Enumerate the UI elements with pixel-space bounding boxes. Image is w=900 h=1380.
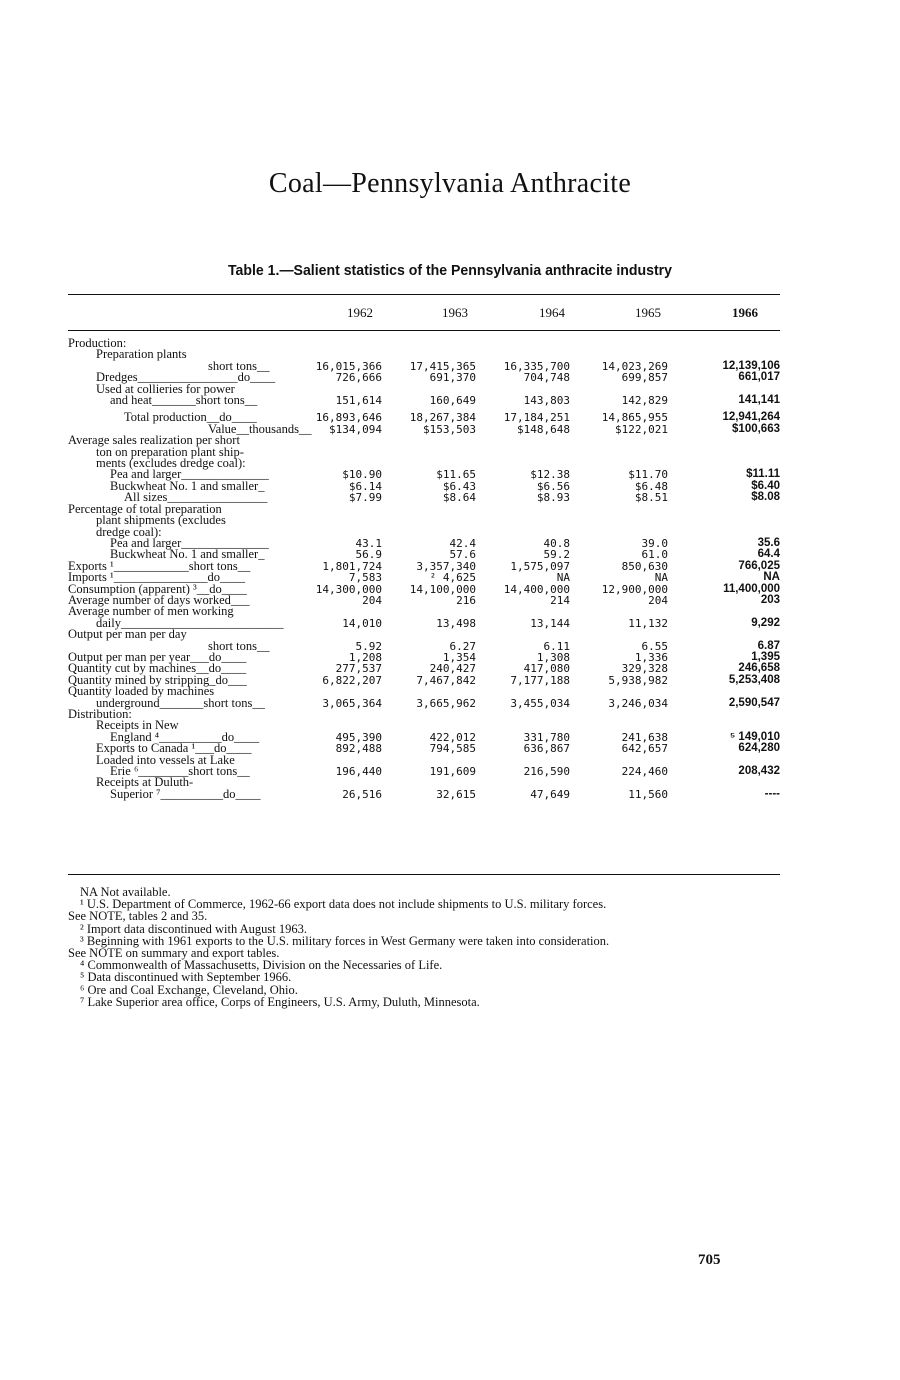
- row-label: Superior ⁷__________do____: [110, 786, 261, 801]
- cell-1964: [488, 686, 584, 697]
- cell-1966: $11.11: [746, 468, 780, 481]
- cell-1963: $153,503: [423, 422, 476, 436]
- row-label: and heat_______short tons__: [110, 393, 258, 408]
- cell-1962: $6.14: [348, 479, 382, 493]
- row-label: Average number of days worked___: [68, 592, 250, 607]
- row-label: Output per man per day: [68, 627, 187, 642]
- cell-1962: 26,516: [342, 787, 382, 801]
- cell-1964: [488, 515, 584, 526]
- footnote: ⁶ Ore and Coal Exchange, Cleveland, Ohio.: [80, 982, 298, 997]
- cell-1966: 6.87: [757, 639, 780, 652]
- cell-1966: 203: [760, 593, 780, 606]
- footnote: ² Import data discontinued with August 1963.: [80, 921, 307, 936]
- table-row: [68, 698, 780, 709]
- cell-1963: 3,665,962: [416, 696, 476, 710]
- cell-1964: 6.11: [543, 639, 570, 653]
- cell-1962: $10.90: [342, 468, 382, 482]
- cell-1965: 39.0: [641, 536, 668, 550]
- cell-1966: 11,400,000: [723, 582, 780, 595]
- row-label: ton on preparation plant ship-: [96, 444, 244, 459]
- row-label: Buckwheat No. 1 and smaller_: [110, 547, 265, 562]
- row-label: Total production__do____: [124, 410, 257, 425]
- row-label: Receipts at Duluth-: [96, 775, 194, 790]
- cell-1964: 636,867: [523, 742, 570, 756]
- table-header-rule: [68, 330, 780, 331]
- cell-1965: $11.70: [628, 468, 668, 482]
- cell-1965: 224,460: [621, 765, 668, 779]
- cell-1966: [682, 504, 780, 515]
- cell-1966: 12,941,264: [722, 411, 780, 424]
- cell-1963: 42.4: [449, 536, 476, 550]
- row-label: Preparation plants: [96, 347, 187, 362]
- row-label: Loaded into vessels at Lake: [96, 752, 235, 767]
- cell-1962: 16,015,366: [315, 359, 382, 373]
- cell-1962: 5.92: [355, 639, 382, 653]
- row-label: Output per man per year___do____: [68, 649, 247, 664]
- cell-1963: 32,615: [436, 787, 476, 801]
- cell-1963: [392, 686, 488, 697]
- cell-1966: 141,141: [738, 394, 780, 407]
- cell-1962: 1,208: [348, 650, 382, 664]
- cell-1965: 11,132: [628, 616, 668, 630]
- cell-1964: 16,335,700: [503, 359, 570, 373]
- cell-1966: [682, 629, 780, 640]
- cell-1962: 196,440: [335, 765, 382, 779]
- cell-1964: [488, 338, 584, 349]
- footnote: ⁵ Data discontinued with September 1966.: [80, 970, 292, 985]
- cell-1965: [584, 515, 682, 526]
- salient-statistics-table: [68, 338, 780, 800]
- cell-1965: 14,865,955: [601, 411, 668, 425]
- column-header-1962: 1962: [347, 305, 373, 320]
- row-label: Pea and larger______________: [110, 467, 269, 482]
- cell-1965: [584, 504, 682, 515]
- cell-1963: [392, 709, 488, 720]
- row-label: daily__________________________: [96, 615, 284, 630]
- row-label: All sizes________________: [124, 490, 268, 505]
- cell-1962: 1,801,724: [322, 559, 382, 573]
- row-label: Buckwheat No. 1 and smaller_: [110, 478, 265, 493]
- cell-1962: 56.9: [355, 548, 382, 562]
- cell-1964: 7,177,188: [510, 673, 570, 687]
- cell-1963: 14,100,000: [409, 582, 476, 596]
- cell-1964: [488, 447, 584, 458]
- cell-1966: [682, 515, 780, 526]
- cell-1965: 329,328: [621, 662, 668, 676]
- cell-1963: 794,585: [429, 742, 476, 756]
- row-label: dredge coal):: [96, 524, 162, 539]
- cell-1966: 5,253,408: [728, 673, 780, 686]
- cell-1962: 6,822,207: [322, 673, 382, 687]
- cell-1964: $12.38: [530, 468, 570, 482]
- cell-1962: 43.1: [355, 536, 382, 550]
- cell-1964: 14,400,000: [503, 582, 570, 596]
- cell-1965: 699,857: [621, 371, 668, 385]
- cell-1965: 204: [648, 593, 668, 607]
- cell-1964: $6.56: [536, 479, 570, 493]
- cell-1964: 47,649: [530, 787, 570, 801]
- cell-1966: [682, 435, 780, 446]
- column-header-1966: 1966: [732, 305, 758, 320]
- cell-1966: 12,139,106: [722, 359, 780, 372]
- cell-1966: ----: [764, 787, 780, 800]
- cell-1966: 35.6: [757, 536, 780, 549]
- cell-1963: 1,354: [442, 650, 476, 664]
- footnote: ¹ U.S. Department of Commerce, 1962-66 export data does not include shipments to U.S. military forces.: [80, 897, 607, 912]
- cell-1962: 151,614: [335, 394, 382, 408]
- cell-1965: 241,638: [621, 730, 668, 744]
- cell-1962: 892,488: [335, 742, 382, 756]
- cell-1964: NA: [556, 571, 570, 585]
- cell-1964: [488, 435, 584, 446]
- cell-1966: $6.40: [751, 479, 780, 492]
- cell-1962: [296, 447, 392, 458]
- row-label: Average sales realization per short: [68, 433, 240, 448]
- cell-1962: [296, 629, 392, 640]
- cell-1963: 18,267,384: [409, 411, 476, 425]
- table-row: [68, 395, 780, 406]
- cell-1966: 2,590,547: [728, 696, 780, 709]
- cell-1962: [296, 515, 392, 526]
- row-label: Pea and larger______________: [110, 535, 269, 550]
- row-label: Distribution:: [68, 707, 132, 721]
- cell-1964: [488, 629, 584, 640]
- table-bottom-rule: [68, 874, 780, 875]
- cell-1965: [584, 686, 682, 697]
- cell-1964: 143,803: [523, 394, 570, 408]
- cell-1962: 14,300,000: [315, 582, 382, 596]
- cell-1965: 3,246,034: [608, 696, 668, 710]
- cell-1962: [296, 504, 392, 515]
- column-header-1965: 1965: [635, 305, 661, 320]
- cell-1963: 691,370: [429, 371, 476, 385]
- cell-1963: 17,415,365: [409, 359, 476, 373]
- row-label: ments (excludes dredge coal):: [96, 456, 246, 471]
- cell-1965: $6.48: [634, 479, 668, 493]
- table-row: [68, 789, 780, 800]
- cell-1966: $8.08: [751, 491, 780, 504]
- cell-1964: 13,144: [530, 616, 570, 630]
- row-label: Receipts in New: [96, 718, 179, 733]
- cell-1964: 704,748: [523, 371, 570, 385]
- cell-1966: 766,025: [738, 559, 780, 572]
- cell-1966: 208,432: [738, 765, 780, 778]
- cell-1964: 40.8: [543, 536, 570, 550]
- cell-1966: 9,292: [751, 616, 780, 629]
- cell-1965: 642,657: [621, 742, 668, 756]
- cell-1965: [584, 435, 682, 446]
- cell-1963: [392, 515, 488, 526]
- row-label: Dredges________________do____: [96, 370, 276, 385]
- cell-1964: 1,575,097: [510, 559, 570, 573]
- footnote: ³ Beginning with 1961 exports to the U.S. military forces in West Germany were taken into consideration.: [80, 933, 610, 948]
- cell-1965: [584, 447, 682, 458]
- cell-1965: 61.0: [641, 548, 668, 562]
- cell-1965: 11,560: [628, 787, 668, 801]
- cell-1965: 5,938,982: [608, 673, 668, 687]
- cell-1962: 204: [362, 593, 382, 607]
- row-label: Average number of men working: [68, 604, 234, 619]
- footnote: NA Not available.: [80, 885, 171, 899]
- cell-1964: $148,648: [517, 422, 570, 436]
- cell-1964: 417,080: [523, 662, 570, 676]
- cell-1962: 3,065,364: [322, 696, 382, 710]
- cell-1964: 214: [550, 593, 570, 607]
- cell-1965: 12,900,000: [601, 582, 668, 596]
- cell-1963: [392, 629, 488, 640]
- cell-1966: [682, 686, 780, 697]
- footnote: ⁴ Commonwealth of Massachusetts, Division on the Necessaries of Life.: [80, 958, 443, 973]
- row-label: Quantity loaded by machines: [68, 684, 215, 699]
- page-number: 705: [698, 1252, 721, 1268]
- cell-1964: 3,455,034: [510, 696, 570, 710]
- row-label: Value__thousands__: [208, 421, 312, 436]
- cell-1962: [296, 435, 392, 446]
- cell-1966: [682, 447, 780, 458]
- cell-1962: 726,666: [335, 371, 382, 385]
- cell-1962: $134,094: [329, 422, 382, 436]
- cell-1963: 7,467,842: [416, 673, 476, 687]
- row-label: underground_______short tons__: [96, 695, 265, 710]
- cell-1966: 246,658: [738, 662, 780, 675]
- cell-1965: 1,336: [634, 650, 668, 664]
- cell-1964: 331,780: [523, 730, 570, 744]
- cell-1966: $100,663: [732, 422, 780, 435]
- cell-1965: 6.55: [641, 639, 668, 653]
- cell-1962: 277,537: [335, 662, 382, 676]
- cell-1964: 17,184,251: [503, 411, 570, 425]
- cell-1963: 216: [456, 593, 476, 607]
- cell-1966: 64.4: [757, 548, 780, 561]
- cell-1965: $122,021: [615, 422, 668, 436]
- cell-1966: NA: [763, 571, 780, 584]
- cell-1964: 59.2: [543, 548, 570, 562]
- cell-1963: 191,609: [429, 765, 476, 779]
- cell-1965: NA: [654, 571, 668, 585]
- cell-1963: ² 4,625: [429, 571, 476, 585]
- footnote: See NOTE on summary and export tables.: [68, 946, 280, 961]
- row-label: Exports to Canada ¹___do____: [96, 741, 252, 756]
- cell-1962: [296, 709, 392, 720]
- cell-1965: $8.51: [634, 491, 668, 505]
- cell-1962: [296, 338, 392, 349]
- cell-1963: [392, 447, 488, 458]
- cell-1962: 16,893,646: [315, 411, 382, 425]
- cell-1966: 624,280: [738, 742, 780, 755]
- row-label: Production:: [68, 336, 127, 350]
- cell-1963: $6.43: [442, 479, 476, 493]
- cell-1966: [682, 709, 780, 720]
- row-label: Exports ¹____________short tons__: [68, 558, 251, 573]
- cell-1963: 422,012: [429, 730, 476, 744]
- footnote: ⁷ Lake Superior area office, Corps of Engineers, U.S. Army, Duluth, Minnesota.: [80, 994, 480, 1009]
- cell-1966: 661,017: [738, 371, 780, 384]
- row-label: Erie ⁶________short tons__: [110, 764, 250, 779]
- cell-1963: 6.27: [449, 639, 476, 653]
- cell-1963: 3,357,340: [416, 559, 476, 573]
- cell-1966: [682, 338, 780, 349]
- row-label: short tons__: [208, 358, 270, 373]
- cell-1963: [392, 338, 488, 349]
- row-label: Quantity cut by machines__do____: [68, 661, 247, 676]
- cell-1963: 57.6: [449, 548, 476, 562]
- row-label: Quantity mined by stripping_do___: [68, 672, 247, 687]
- row-label: short tons__: [208, 638, 270, 653]
- cell-1962: 7,583: [348, 571, 382, 585]
- cell-1963: 240,427: [429, 662, 476, 676]
- cell-1964: [488, 709, 584, 720]
- cell-1963: 13,498: [436, 616, 476, 630]
- cell-1964: 1,308: [536, 650, 570, 664]
- cell-1965: 14,023,269: [601, 359, 668, 373]
- cell-1962: $7.99: [348, 491, 382, 505]
- cell-1964: 216,590: [523, 765, 570, 779]
- row-label: England ⁴__________do____: [110, 729, 260, 744]
- cell-1963: $8.64: [442, 491, 476, 505]
- cell-1963: [392, 504, 488, 515]
- table-title: Table 1.—Salient statistics of the Pennsylvania anthracite industry: [227, 262, 673, 279]
- cell-1965: [584, 709, 682, 720]
- page-title: Coal—Pennsylvania Anthracite: [268, 168, 632, 199]
- cell-1966: 1,395: [751, 650, 780, 663]
- cell-1965: 142,829: [621, 394, 668, 408]
- column-header-1963: 1963: [442, 305, 468, 320]
- cell-1964: [488, 504, 584, 515]
- cell-1965: [584, 629, 682, 640]
- row-label: Consumption (apparent) ³__do____: [68, 581, 247, 596]
- cell-1963: 160,649: [429, 394, 476, 408]
- table-row: [68, 629, 780, 640]
- row-label: Percentage of total preparation: [68, 501, 222, 516]
- cell-1963: $11.65: [436, 468, 476, 482]
- cell-1965: 850,630: [621, 559, 668, 573]
- cell-1964: $8.93: [536, 491, 570, 505]
- cell-1962: 14,010: [342, 616, 382, 630]
- table-row: [68, 406, 780, 423]
- cell-1962: [296, 686, 392, 697]
- table-row: [68, 515, 780, 526]
- footnotes: [68, 886, 788, 1008]
- footnote: See NOTE, tables 2 and 35.: [68, 909, 208, 924]
- cell-1965: [584, 338, 682, 349]
- column-header-1964: 1964: [539, 305, 565, 320]
- cell-1963: [392, 435, 488, 446]
- row-label: plant shipments (excludes: [96, 513, 226, 528]
- cell-1962: 495,390: [335, 730, 382, 744]
- cell-1966: ⁵ 149,010: [729, 730, 780, 743]
- table-top-rule: [68, 294, 780, 295]
- row-label: Imports ¹_______________do____: [68, 570, 246, 585]
- row-label: Used at collieries for power: [96, 381, 235, 396]
